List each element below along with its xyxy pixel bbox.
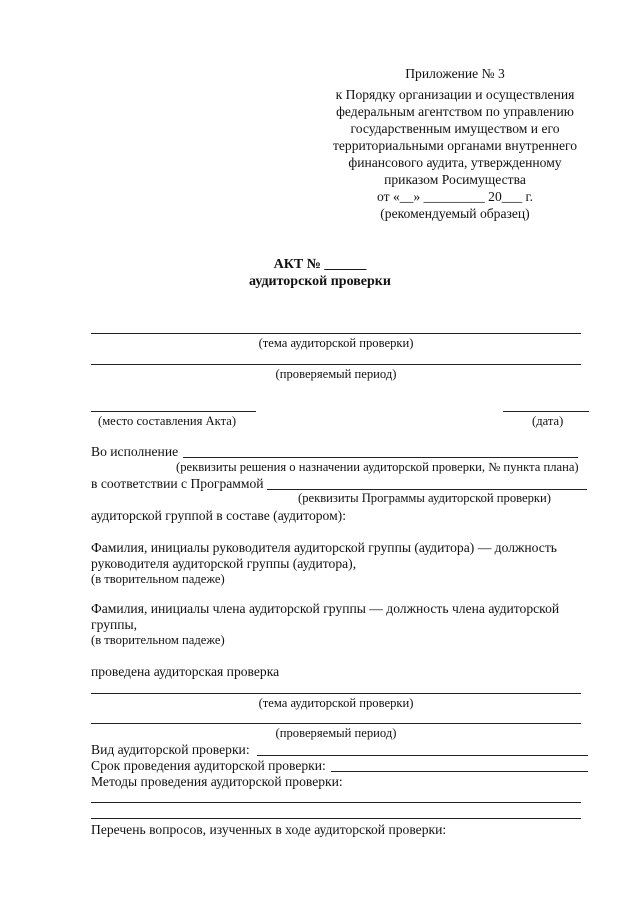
topic-hint: (тема аудиторской проверки) <box>258 336 414 350</box>
audit-term-label: Срок проведения аудиторской проверки: <box>91 758 326 773</box>
leader-line-2: руководителя аудиторской группы (аудитора), <box>91 556 357 571</box>
act-title: АКТ № ______ <box>273 257 367 272</box>
audit-group-label: аудиторской группой в составе (аудитором): <box>91 508 346 523</box>
period-line[interactable] <box>91 364 581 365</box>
in-execution-label: Во исполнение <box>91 444 179 459</box>
per-program-label: в соответствии с Программой <box>91 476 264 491</box>
appendix-line-5: финансового аудита, утвержденному <box>348 155 562 170</box>
program-hint: (реквизиты Программы аудиторской проверки) <box>298 491 551 505</box>
audit-type-label: Вид аудиторской проверки: <box>91 742 250 757</box>
questions-label: Перечень вопросов, изученных в ходе аудиторской проверки: <box>91 822 447 837</box>
appendix-date: от «__» _________ 20___ г. <box>377 189 533 204</box>
leader-line-1: Фамилия, инициалы руководителя аудиторской группы (аудитора) — должность <box>91 540 557 555</box>
audit-methods-label: Методы проведения аудиторской проверки: <box>91 774 343 789</box>
place-line[interactable] <box>91 411 256 412</box>
place-hint: (место составления Акта) <box>98 414 237 428</box>
audit-type-line[interactable] <box>257 755 588 756</box>
methods-line-2[interactable] <box>91 818 581 819</box>
appendix-line-1: к Порядку организации и осуществления <box>335 87 575 102</box>
methods-line-1[interactable] <box>91 802 581 803</box>
date-hint: (дата) <box>532 414 564 428</box>
appendix-line-2: федеральным агентством по управлению <box>336 104 574 119</box>
topic-hint-2: (тема аудиторской проверки) <box>258 696 414 710</box>
member-line-1: Фамилия, инициалы члена аудиторской группы — должность члена аудиторской <box>91 601 560 616</box>
period-hint: (проверяемый период) <box>275 367 397 381</box>
appendix-line-6: приказом Росимущества <box>384 172 526 187</box>
audit-term-line[interactable] <box>331 771 588 772</box>
act-subtitle: аудиторской проверки <box>249 274 391 289</box>
decision-hint: (реквизиты решения о назначении аудиторской проверки, № пункта плана) <box>176 460 579 474</box>
conducted-label: проведена аудиторская проверка <box>91 664 280 679</box>
date-line[interactable] <box>503 411 589 412</box>
member-line-2: группы, <box>91 617 138 632</box>
topic-line[interactable] <box>91 333 581 334</box>
leader-case-note: (в творительном падеже) <box>91 572 225 586</box>
program-line[interactable] <box>267 489 587 490</box>
period-hint-2: (проверяемый период) <box>275 726 397 740</box>
appendix-title: Приложение № 3 <box>405 66 505 81</box>
appendix-sample-note: (рекомендуемый образец) <box>380 206 530 221</box>
appendix-line-3: государственным имуществом и его <box>350 121 560 136</box>
topic-line-2[interactable] <box>91 693 581 694</box>
appendix-line-4: территориальными органами внутреннего <box>332 138 578 153</box>
decision-line[interactable] <box>183 457 578 458</box>
period-line-2[interactable] <box>91 723 581 724</box>
member-case-note: (в творительном падеже) <box>91 633 225 647</box>
